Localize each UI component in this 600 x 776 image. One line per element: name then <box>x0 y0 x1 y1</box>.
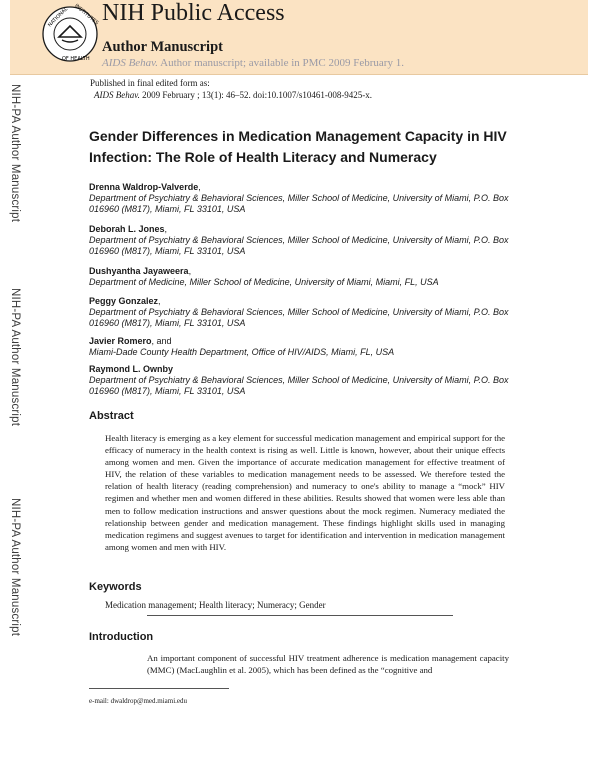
svg-text:NATIONAL: NATIONAL <box>47 6 70 29</box>
side-label-3: NIH-PA Author Manuscript <box>9 498 21 637</box>
citation <box>94 90 372 100</box>
author-block <box>89 364 529 397</box>
svg-text:OF HEALTH: OF HEALTH <box>62 56 90 62</box>
author-block <box>89 224 529 257</box>
citation-details: 2009 February ; 13(1): 46–52. doi:10.1007/s10461-008-9425-x. <box>142 90 373 100</box>
author-name: Dushyantha Jayaweera <box>89 266 189 276</box>
introduction-heading: Introduction <box>89 631 154 643</box>
availability-note <box>102 57 404 69</box>
author-block <box>89 266 529 288</box>
nih-seal-logo <box>40 2 100 62</box>
section-divider <box>147 615 453 616</box>
nih-header-banner <box>10 0 588 75</box>
author-block <box>89 296 529 329</box>
author-block <box>89 182 529 215</box>
article-title: Gender Differences in Medication Management Capacity in HIV Infection: The Role of Health Literacy and Numeracy <box>89 128 507 165</box>
author-affiliation: Department of Medicine, Miller School of Medicine, University of Miami, Miami, FL, USA <box>89 277 439 287</box>
author-suffix: , <box>188 266 192 276</box>
author-affiliation: Department of Psychiatry & Behavioral Sciences, Miller School of Medicine, University of Miami, P.O. Box 016960 (M817), Miami, FL 33101, USA <box>89 235 509 256</box>
header-journal: AIDS Behav. <box>102 57 158 69</box>
author-affiliation: Department of Psychiatry & Behavioral Sciences, Miller School of Medicine, University of Miami, P.O. Box 016960 (M817), Miami, FL 33101, USA <box>89 307 509 328</box>
header-note-text: Author manuscript; available in PMC 2009 February 1. <box>160 57 404 69</box>
keywords-list: Medication management; Health literacy; Numeracy; Gender <box>105 600 326 610</box>
introduction-body: An important component of successful HIV treatment adherence is medication management capacity (MMC) (MacLaughlin et al. 2005), which has been defined as the “cognitive and <box>147 653 509 676</box>
author-affiliation: Miami-Dade County Health Department, Office of HIV/AIDS, Miami, FL, USA <box>89 347 395 357</box>
author-suffix: , <box>198 182 201 192</box>
author-name: Peggy Gonzalez <box>89 296 159 306</box>
side-label-2: NIH-PA Author Manuscript <box>9 288 21 427</box>
abstract-body: Health literacy is emerging as a key element for successful medication management and empirical support for the efficacy of numeracy in the health context is rising as well. Little is known, however, about their unique effects among women and men. Given the importance of accurate medication management for effective treatment of HIV, the relation of these variables to medication management needs to be assessed. We therefore tested the relation of health literacy (reading comprehension) and numeracy to one's ability to manage a “mock” HIV regimen and whether men and women differed in these abilities. Results showed that women were less able than men to follow medication instructions and answer questions about the mock regimen. Numeracy mediated the relationship between gender and medication management. These findings highlight skills used in managing medication regimens and suggest avenues to target for identification and intervention in medication management among women and men with HIV. <box>105 433 505 552</box>
author-block <box>89 336 529 358</box>
published-line: Published in final edited form as: <box>90 78 210 88</box>
keywords-heading: Keywords <box>89 581 142 593</box>
author-name: Deborah L. Jones <box>89 224 165 234</box>
author-name: Raymond L. Ownby <box>89 364 174 374</box>
author-suffix: , and <box>151 336 172 346</box>
author-affiliation: Department of Psychiatry & Behavioral Sciences, Miller School of Medicine, University of Miami, P.O. Box 016960 (M817), Miami, FL 33101, USA <box>89 375 509 396</box>
footnote-divider <box>89 688 229 689</box>
nih-public-access-title: NIH Public Access <box>102 0 285 26</box>
author-suffix: , <box>164 224 168 234</box>
author-name: Drenna Waldrop-Valverde <box>89 182 199 192</box>
citation-journal: AIDS Behav. <box>94 90 140 100</box>
side-label-1: NIH-PA Author Manuscript <box>9 84 21 223</box>
author-name: Javier Romero <box>89 336 152 346</box>
abstract-heading: Abstract <box>89 410 134 422</box>
author-affiliation: Department of Psychiatry & Behavioral Sciences, Miller School of Medicine, University of Miami, P.O. Box 016960 (M817), Miami, FL 33101, USA <box>89 193 509 214</box>
author-manuscript-label: Author Manuscript <box>102 39 223 55</box>
corresponding-email: e-mail: dwaldrop@med.miami.edu <box>89 697 188 705</box>
svg-text:INSTITUTES: INSTITUTES <box>73 3 100 27</box>
author-suffix: , <box>158 296 161 306</box>
